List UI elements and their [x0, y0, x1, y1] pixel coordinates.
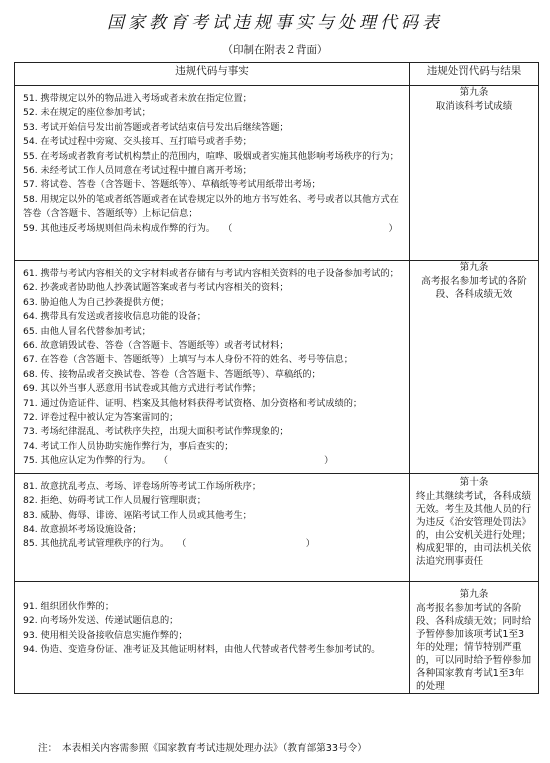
- footnote: 注： 本表相关内容需参照《国家教育考试违规处理办法》（教育部第33号令）: [38, 743, 367, 754]
- list-item: 84. 故意损坏考场设施设备；: [23, 523, 142, 535]
- list-item: 53. 考试开始信号发出前答题或者考试结束信号发出后继续答题；: [23, 121, 289, 133]
- list-item: 64. 携带具有发送或者接收信息功能的设备；: [23, 311, 206, 323]
- list-item: 57. 将试卷、答卷（含答题卡、答题纸等）、草稿纸等考试用纸带出考场；: [23, 179, 321, 191]
- list-item: 61. 携带与考试内容相关的文字材料或者存储有与考试内容相关资料的电子设备参加考试的；: [23, 268, 399, 279]
- list-item: 58. 用规定以外的笔或者纸答题或者在试卷规定以外的地方书写姓名、考号或者以其他方式在答卷（含答题卡、答题纸等）上标记信息；: [23, 193, 399, 220]
- code-fill-parenthesis: （ ）: [177, 538, 315, 550]
- list-item: 82. 拒绝、妨碍考试工作人员履行管理职责；: [23, 495, 206, 507]
- list-item: 72. 评卷过程中被认定为答案雷同的；: [23, 412, 179, 424]
- list-item: 81. 故意扰乱考点、考场、评卷场所等考试工作场所秩序；: [23, 480, 262, 492]
- fact-list: [15, 474, 409, 556]
- list-item: 63. 胁迫他人为自己抄袭提供方便；: [23, 296, 170, 308]
- list-item: 71. 通过伪造证件、证明、档案及其他材料获得考试资格、加分资格和考试成绩的；: [23, 397, 363, 409]
- list-item: 91. 组织团伙作弊的；: [23, 600, 115, 612]
- list-item: 55. 在考场或者教育考试机构禁止的范围内，喧哗、吸烟或者实施其他影响考场秩序的行为；: [23, 150, 399, 162]
- list-item: 56. 未经考试工作人员同意在考试过程中擅自离开考场；: [23, 165, 252, 177]
- fact-list: [15, 261, 409, 473]
- result-code: 第九条: [459, 588, 489, 600]
- result-text: 终止其继续考试，各科成绩无效。考生及其他人员的行为违反《治安管理处罚法》的，由公安机关进行处理；构成犯罪的，由司法机关依法追究刑事责任: [416, 490, 532, 567]
- list-item: 67. 在答卷（含答题卡、答题纸等）上填写与本人身份不符的姓名、考号等信息；: [23, 354, 353, 366]
- result-text: 高考报名参加考试的各阶段、各科成绩无效；同时给予暂停参加该项考试1至3年的处理；情节特别严重的，可以同时给予暂停参加各种国家教育考试1至3年的处理: [416, 602, 532, 692]
- result-text: 高考报名参加考试的各阶段、各科成绩无效: [421, 276, 527, 300]
- table-row: [15, 261, 539, 474]
- list-item: 51. 携带规定以外的物品进入考场或者未放在指定位置；: [23, 93, 252, 104]
- list-item: 66. 故意销毁试卷、答卷（含答题卡、答题纸等）或者考试材料；: [23, 340, 289, 352]
- list-item: 85. 其他扰乱考试管理秩序的行为。 （ ）: [23, 537, 403, 551]
- result-code: 第九条: [459, 262, 489, 273]
- fact-list: [15, 86, 409, 240]
- header-fact: 违规代码与事实: [15, 63, 410, 86]
- list-item: 73. 考场纪律混乱、考试秩序失控，出现大面积考试作弊现象的；: [23, 426, 289, 438]
- list-item: 52. 未在规定的座位参加考试；: [23, 107, 151, 119]
- table-row: [15, 86, 539, 261]
- code-fill-parenthesis: （ ）: [223, 222, 398, 234]
- list-item: 92. 向考场外发送、传递试题信息的；: [23, 615, 179, 627]
- fact-list: [15, 582, 409, 662]
- list-item: 74. 考试工作人员协助实施作弊行为，事后查实的；: [23, 440, 234, 452]
- table-row: [15, 473, 539, 581]
- list-item: 54. 在考试过程中旁窥、交头接耳、互打暗号或者手势；: [23, 136, 252, 148]
- list-item: 62. 抄袭或者协助他人抄袭试题答案或者与考试内容相关的资料；: [23, 282, 289, 294]
- list-item: 65. 由他人冒名代替参加考试；: [23, 325, 151, 337]
- list-item: 75. 其他应认定为作弊的行为。 （ ）: [23, 454, 403, 468]
- table-row: [15, 581, 539, 693]
- list-item: 83. 威胁、侮辱、诽谤、诬陷考试工作人员或其他考生；: [23, 509, 252, 521]
- page-title: 国家教育考试违规事实与处理代码表: [107, 13, 443, 33]
- list-item: 59. 其他违反考场规则但尚未构成作弊的行为。 （ ）: [23, 222, 403, 236]
- list-item: 69. 其以外当事人恶意用书试卷或其他方式进行考试作弊；: [23, 383, 262, 395]
- page-subtitle: （印制在附表２背面）: [222, 44, 328, 56]
- list-item: 94. 伪造、变造身份证、准考证及其他证明材料，由他人代替或者代替考生参加考试的。: [23, 643, 381, 655]
- list-item: 93. 使用相关设备接收信息实施作弊的；: [23, 629, 188, 641]
- result-text: 取消该科考试成绩: [435, 101, 513, 112]
- header-result: 违规处罚代码与结果: [410, 63, 539, 86]
- violation-table: [14, 62, 539, 694]
- list-item: 68. 传、接物品或者交换试卷、答卷（含答题卡、答题纸等）、草稿纸的；: [23, 368, 321, 380]
- result-code: 第十条: [459, 476, 489, 488]
- result-code: 第九条: [459, 87, 489, 98]
- code-fill-parenthesis: （ ）: [158, 455, 334, 467]
